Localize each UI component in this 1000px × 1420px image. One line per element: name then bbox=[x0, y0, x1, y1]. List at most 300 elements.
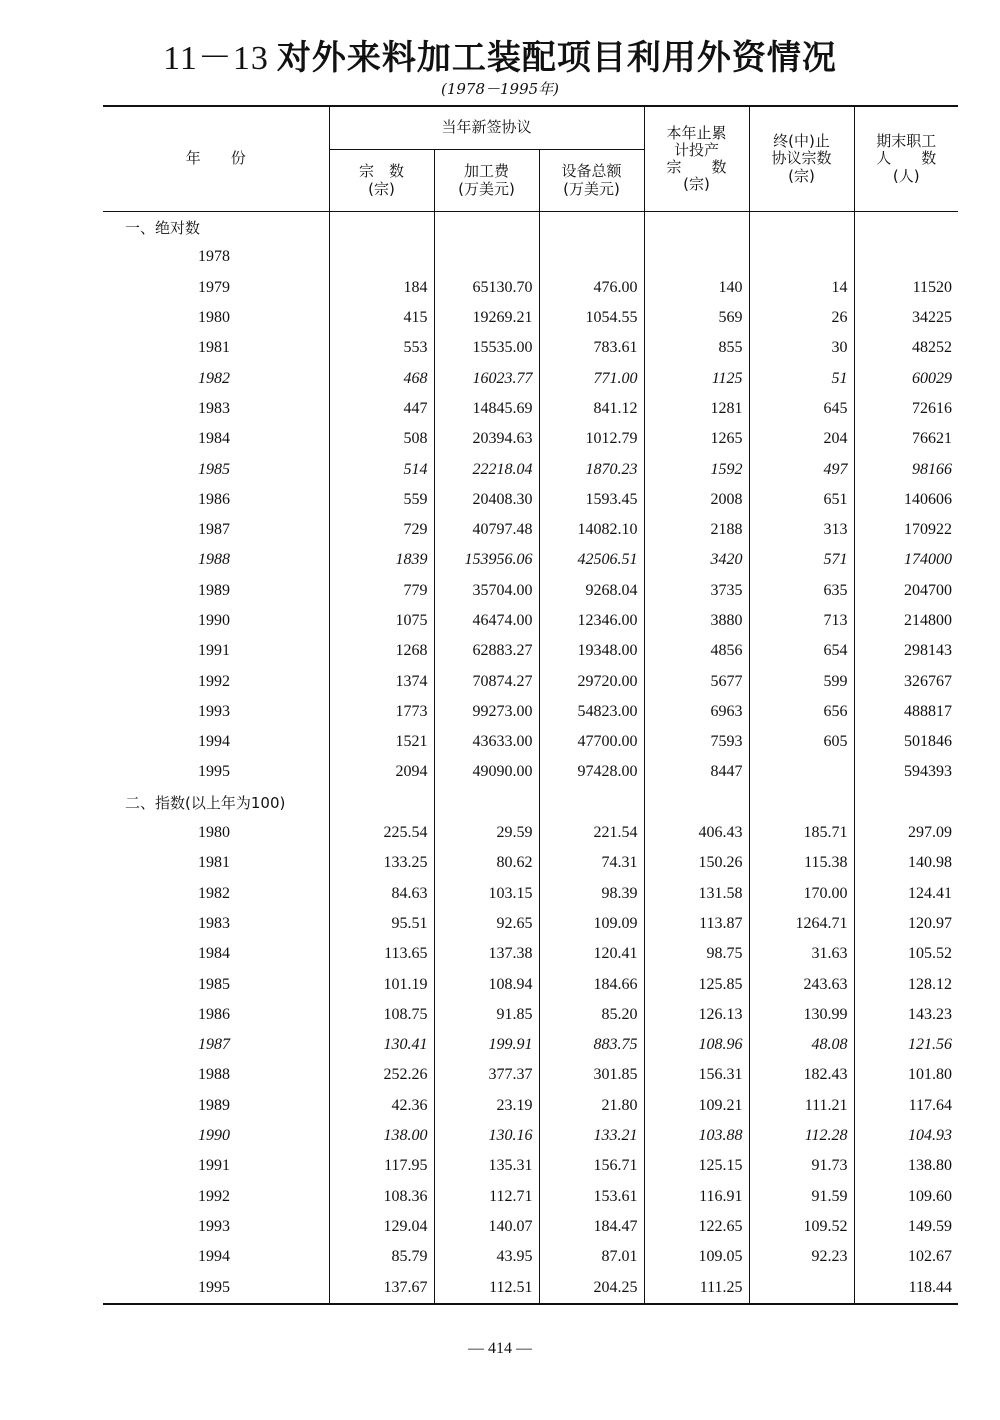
staff-cell: 76621 bbox=[854, 424, 958, 454]
equipment-total-cell: 156.71 bbox=[539, 1151, 644, 1181]
terminated-cell bbox=[749, 1272, 854, 1303]
year-cell: 1992 bbox=[198, 1187, 230, 1205]
processing-fee-cell: 16023.77 bbox=[434, 363, 539, 393]
table-row bbox=[103, 757, 958, 787]
contracts-cell: 1268 bbox=[329, 636, 434, 666]
processing-fee-cell: 92.65 bbox=[434, 909, 539, 939]
table-row bbox=[103, 727, 958, 757]
year-cell: 1984 bbox=[198, 430, 230, 448]
staff-cell: 170922 bbox=[854, 515, 958, 545]
contracts-cell: 415 bbox=[329, 303, 434, 333]
processing-fee-cell: 35704.00 bbox=[434, 576, 539, 606]
terminated-cell: 48.08 bbox=[749, 1030, 854, 1060]
cumulative-cell: 569 bbox=[644, 303, 749, 333]
table-row bbox=[103, 454, 958, 484]
contracts-cell: 133.25 bbox=[329, 848, 434, 878]
processing-fee-cell: 135.31 bbox=[434, 1151, 539, 1181]
processing-fee-cell: 137.38 bbox=[434, 939, 539, 969]
section-row bbox=[103, 212, 958, 243]
cumulative-cell: 111.25 bbox=[644, 1272, 749, 1303]
equipment-total-cell: 54823.00 bbox=[539, 697, 644, 727]
table-row bbox=[103, 242, 958, 272]
equipment-total-cell: 1054.55 bbox=[539, 303, 644, 333]
contracts-cell: 42.36 bbox=[329, 1091, 434, 1121]
processing-fee-cell: 99273.00 bbox=[434, 697, 539, 727]
terminated-cell: 109.52 bbox=[749, 1212, 854, 1242]
processing-fee-cell: 22218.04 bbox=[434, 454, 539, 484]
contracts-cell: 225.54 bbox=[329, 818, 434, 848]
cumulative-cell: 855 bbox=[644, 333, 749, 363]
table-row bbox=[103, 545, 958, 575]
table-row bbox=[103, 363, 958, 393]
cumulative-cell: 5677 bbox=[644, 666, 749, 696]
staff-cell: 117.64 bbox=[854, 1091, 958, 1121]
equipment-total-cell: 841.12 bbox=[539, 394, 644, 424]
processing-fee-cell: 19269.21 bbox=[434, 303, 539, 333]
processing-fee-cell: 70874.27 bbox=[434, 666, 539, 696]
terminated-cell: 26 bbox=[749, 303, 854, 333]
year-cell: 1993 bbox=[198, 1217, 230, 1235]
staff-cell: 138.80 bbox=[854, 1151, 958, 1181]
equipment-total-cell: 221.54 bbox=[539, 818, 644, 848]
table-row bbox=[103, 1121, 958, 1151]
contracts-cell: 729 bbox=[329, 515, 434, 545]
subtitle: (1978－1995年) bbox=[440, 80, 560, 98]
table-row bbox=[103, 1030, 958, 1060]
table-row bbox=[103, 697, 958, 727]
equipment-total-cell: 98.39 bbox=[539, 879, 644, 909]
terminated-cell: 599 bbox=[749, 666, 854, 696]
equipment-total-cell: 21.80 bbox=[539, 1091, 644, 1121]
empty-cell bbox=[749, 788, 854, 818]
contracts-cell: 252.26 bbox=[329, 1060, 434, 1090]
processing-fee-cell: 103.15 bbox=[434, 879, 539, 909]
terminated-cell: 31.63 bbox=[749, 939, 854, 969]
header-equipment-total: 设备总额 (万美元) bbox=[539, 150, 644, 212]
equipment-total-cell: 153.61 bbox=[539, 1182, 644, 1212]
cumulative-cell: 98.75 bbox=[644, 939, 749, 969]
terminated-cell: 14 bbox=[749, 273, 854, 303]
empty-cell bbox=[539, 212, 644, 243]
cumulative-cell: 122.65 bbox=[644, 1212, 749, 1242]
equipment-total-cell: 87.01 bbox=[539, 1242, 644, 1272]
staff-cell: 120.97 bbox=[854, 909, 958, 939]
contracts-cell: 113.65 bbox=[329, 939, 434, 969]
equipment-total-cell: 109.09 bbox=[539, 909, 644, 939]
processing-fee-cell: 140.07 bbox=[434, 1212, 539, 1242]
table-row bbox=[103, 303, 958, 333]
staff-cell: 11520 bbox=[854, 273, 958, 303]
staff-cell: 105.52 bbox=[854, 939, 958, 969]
processing-fee-cell: 43633.00 bbox=[434, 727, 539, 757]
terminated-cell: 130.99 bbox=[749, 1000, 854, 1030]
table-row bbox=[103, 1242, 958, 1272]
table-row bbox=[103, 818, 958, 848]
table-row bbox=[103, 1272, 958, 1303]
terminated-cell: 1264.71 bbox=[749, 909, 854, 939]
terminated-cell: 112.28 bbox=[749, 1121, 854, 1151]
processing-fee-cell: 65130.70 bbox=[434, 273, 539, 303]
processing-fee-cell: 80.62 bbox=[434, 848, 539, 878]
terminated-cell: 170.00 bbox=[749, 879, 854, 909]
table-number: 11－13 bbox=[163, 40, 269, 77]
contracts-cell: 85.79 bbox=[329, 1242, 434, 1272]
table-row bbox=[103, 606, 958, 636]
terminated-cell: 182.43 bbox=[749, 1060, 854, 1090]
staff-cell: 60029 bbox=[854, 363, 958, 393]
cumulative-cell: 109.21 bbox=[644, 1091, 749, 1121]
terminated-cell: 656 bbox=[749, 697, 854, 727]
year-cell: 1994 bbox=[198, 733, 230, 751]
year-cell: 1988 bbox=[198, 1066, 230, 1084]
terminated-cell bbox=[749, 242, 854, 272]
contracts-cell: 779 bbox=[329, 576, 434, 606]
cumulative-cell: 4856 bbox=[644, 636, 749, 666]
year-cell: 1989 bbox=[198, 581, 230, 599]
processing-fee-cell: 377.37 bbox=[434, 1060, 539, 1090]
year-cell: 1995 bbox=[103, 1272, 329, 1303]
table-row bbox=[103, 333, 958, 363]
equipment-total-cell: 12346.00 bbox=[539, 606, 644, 636]
contracts-cell: 130.41 bbox=[329, 1030, 434, 1060]
terminated-cell: 92.23 bbox=[749, 1242, 854, 1272]
equipment-total-cell: 783.61 bbox=[539, 333, 644, 363]
equipment-total-cell: 29720.00 bbox=[539, 666, 644, 696]
contracts-cell: 108.75 bbox=[329, 1000, 434, 1030]
staff-cell: 298143 bbox=[854, 636, 958, 666]
cumulative-cell: 126.13 bbox=[644, 1000, 749, 1030]
equipment-total-cell: 184.47 bbox=[539, 1212, 644, 1242]
year-cell: 1986 bbox=[198, 1005, 230, 1023]
equipment-total-cell: 74.31 bbox=[539, 848, 644, 878]
year-cell: 1986 bbox=[198, 490, 230, 508]
processing-fee-cell: 199.91 bbox=[434, 1030, 539, 1060]
processing-fee-cell: 29.59 bbox=[434, 818, 539, 848]
processing-fee-cell: 14845.69 bbox=[434, 394, 539, 424]
cumulative-cell: 150.26 bbox=[644, 848, 749, 878]
equipment-total-cell: 42506.51 bbox=[539, 545, 644, 575]
header-cumulative: 本年止累 计投产 宗 数 (宗) bbox=[644, 106, 749, 212]
processing-fee-cell: 62883.27 bbox=[434, 636, 539, 666]
staff-cell bbox=[854, 242, 958, 272]
cumulative-cell: 3880 bbox=[644, 606, 749, 636]
staff-cell: 48252 bbox=[854, 333, 958, 363]
staff-cell: 72616 bbox=[854, 394, 958, 424]
year-cell: 1983 bbox=[198, 399, 230, 417]
year-cell: 1990 bbox=[198, 1127, 230, 1145]
year-cell: 1985 bbox=[198, 460, 230, 478]
year-cell: 1982 bbox=[198, 884, 230, 902]
processing-fee-cell: 46474.00 bbox=[434, 606, 539, 636]
cumulative-cell: 108.96 bbox=[644, 1030, 749, 1060]
staff-cell: 326767 bbox=[854, 666, 958, 696]
processing-fee-cell bbox=[434, 242, 539, 272]
processing-fee-cell: 91.85 bbox=[434, 1000, 539, 1030]
table-row bbox=[103, 1000, 958, 1030]
table-row bbox=[103, 1060, 958, 1090]
contracts-cell: 559 bbox=[329, 485, 434, 515]
staff-cell: 34225 bbox=[854, 303, 958, 333]
equipment-total-cell bbox=[539, 242, 644, 272]
equipment-total-cell: 1593.45 bbox=[539, 485, 644, 515]
year-cell: 1984 bbox=[198, 945, 230, 963]
table-row bbox=[103, 485, 958, 515]
terminated-cell: 204 bbox=[749, 424, 854, 454]
contracts-cell: 514 bbox=[329, 454, 434, 484]
staff-cell: 594393 bbox=[854, 757, 958, 787]
staff-cell: 488817 bbox=[854, 697, 958, 727]
contracts-cell bbox=[329, 242, 434, 272]
cumulative-cell: 125.85 bbox=[644, 969, 749, 999]
year-cell: 1988 bbox=[198, 551, 230, 569]
contracts-cell: 468 bbox=[329, 363, 434, 393]
staff-cell: 121.56 bbox=[854, 1030, 958, 1060]
equipment-total-cell: 476.00 bbox=[539, 273, 644, 303]
processing-fee-cell: 108.94 bbox=[434, 969, 539, 999]
year-cell: 1981 bbox=[198, 339, 230, 357]
header-staff: 期末职工 人 数 (人) bbox=[854, 106, 958, 212]
terminated-cell: 713 bbox=[749, 606, 854, 636]
header-new-agreements: 当年新签协议 bbox=[329, 106, 644, 150]
cumulative-cell: 1265 bbox=[644, 424, 749, 454]
empty-cell bbox=[539, 788, 644, 818]
staff-cell: 174000 bbox=[854, 545, 958, 575]
year-cell: 1990 bbox=[198, 612, 230, 629]
year-cell: 1992 bbox=[198, 672, 230, 690]
contracts-cell: 138.00 bbox=[329, 1121, 434, 1151]
cumulative-cell: 406.43 bbox=[644, 818, 749, 848]
staff-cell: 118.44 bbox=[854, 1272, 958, 1303]
table-row bbox=[103, 666, 958, 696]
table-row bbox=[103, 1212, 958, 1242]
equipment-total-cell: 301.85 bbox=[539, 1060, 644, 1090]
table-row bbox=[103, 273, 958, 303]
section-row bbox=[103, 788, 958, 818]
year-cell: 1989 bbox=[198, 1096, 230, 1114]
equipment-total-cell: 1870.23 bbox=[539, 454, 644, 484]
year-cell: 1985 bbox=[198, 975, 230, 993]
terminated-cell: 605 bbox=[749, 727, 854, 757]
staff-cell: 204700 bbox=[854, 576, 958, 606]
terminated-cell: 51 bbox=[749, 363, 854, 393]
processing-fee-cell: 20394.63 bbox=[434, 424, 539, 454]
header-contracts: 宗 数 (宗) bbox=[329, 150, 434, 212]
table-row bbox=[103, 939, 958, 969]
contracts-cell: 1839 bbox=[329, 545, 434, 575]
table-row bbox=[103, 879, 958, 909]
staff-cell: 109.60 bbox=[854, 1182, 958, 1212]
terminated-cell: 115.38 bbox=[749, 848, 854, 878]
cumulative-cell: 8447 bbox=[644, 757, 749, 787]
staff-cell: 98166 bbox=[854, 454, 958, 484]
header-terminated: 终(中)止 协议宗数 (宗) bbox=[749, 106, 854, 212]
staff-cell: 104.93 bbox=[854, 1121, 958, 1151]
contracts-cell: 84.63 bbox=[329, 879, 434, 909]
empty-cell bbox=[644, 212, 749, 243]
terminated-cell: 497 bbox=[749, 454, 854, 484]
terminated-cell: 91.73 bbox=[749, 1151, 854, 1181]
equipment-total-cell: 120.41 bbox=[539, 939, 644, 969]
year-cell: 1991 bbox=[198, 1157, 230, 1175]
empty-cell bbox=[329, 212, 434, 243]
terminated-cell: 571 bbox=[749, 545, 854, 575]
staff-cell: 124.41 bbox=[854, 879, 958, 909]
cumulative-cell: 7593 bbox=[644, 727, 749, 757]
section-label: 一、绝对数 bbox=[125, 218, 201, 237]
year-cell: 1987 bbox=[198, 1036, 230, 1054]
processing-fee-cell: 112.71 bbox=[434, 1182, 539, 1212]
equipment-total-cell: 9268.04 bbox=[539, 576, 644, 606]
processing-fee-cell: 112.51 bbox=[434, 1272, 539, 1303]
terminated-cell bbox=[749, 757, 854, 787]
contracts-cell: 2094 bbox=[329, 757, 434, 787]
cumulative-cell: 116.91 bbox=[644, 1182, 749, 1212]
equipment-total-cell: 1012.79 bbox=[539, 424, 644, 454]
staff-cell: 143.23 bbox=[854, 1000, 958, 1030]
equipment-total-cell: 771.00 bbox=[539, 363, 644, 393]
cumulative-cell: 103.88 bbox=[644, 1121, 749, 1151]
cumulative-cell: 109.05 bbox=[644, 1242, 749, 1272]
terminated-cell: 185.71 bbox=[749, 818, 854, 848]
empty-cell bbox=[854, 788, 958, 818]
equipment-total-cell: 14082.10 bbox=[539, 515, 644, 545]
table-row bbox=[103, 1182, 958, 1212]
terminated-cell: 651 bbox=[749, 485, 854, 515]
year-cell: 1979 bbox=[198, 278, 230, 296]
year-cell: 1991 bbox=[198, 642, 230, 660]
processing-fee-cell: 49090.00 bbox=[434, 757, 539, 787]
cumulative-cell: 1125 bbox=[644, 363, 749, 393]
terminated-cell: 30 bbox=[749, 333, 854, 363]
contracts-cell: 108.36 bbox=[329, 1182, 434, 1212]
terminated-cell: 645 bbox=[749, 394, 854, 424]
equipment-total-cell: 133.21 bbox=[539, 1121, 644, 1151]
year-cell: 1981 bbox=[198, 854, 230, 872]
table-body bbox=[103, 212, 958, 1304]
table-row bbox=[103, 424, 958, 454]
page-title bbox=[0, 30, 1000, 79]
cumulative-cell bbox=[644, 242, 749, 272]
year-cell: 1994 bbox=[198, 1248, 230, 1266]
cumulative-cell: 1592 bbox=[644, 454, 749, 484]
equipment-total-cell: 204.25 bbox=[539, 1272, 644, 1303]
staff-cell: 214800 bbox=[854, 606, 958, 636]
table-row bbox=[103, 1091, 958, 1121]
cumulative-cell: 2008 bbox=[644, 485, 749, 515]
cumulative-cell: 125.15 bbox=[644, 1151, 749, 1181]
year-cell: 1982 bbox=[198, 369, 230, 387]
table-row bbox=[103, 576, 958, 606]
staff-cell: 297.09 bbox=[854, 818, 958, 848]
contracts-cell: 137.67 bbox=[329, 1272, 434, 1303]
cumulative-cell: 131.58 bbox=[644, 879, 749, 909]
contracts-cell: 1374 bbox=[329, 666, 434, 696]
table-row bbox=[103, 969, 958, 999]
data-table bbox=[103, 105, 958, 1305]
staff-cell: 102.67 bbox=[854, 1242, 958, 1272]
empty-cell bbox=[854, 212, 958, 243]
year-cell: 1978 bbox=[198, 248, 230, 266]
equipment-total-cell: 97428.00 bbox=[539, 757, 644, 787]
equipment-total-cell: 19348.00 bbox=[539, 636, 644, 666]
cumulative-cell: 3735 bbox=[644, 576, 749, 606]
contracts-cell: 1773 bbox=[329, 697, 434, 727]
processing-fee-cell: 153956.06 bbox=[434, 545, 539, 575]
empty-cell bbox=[434, 788, 539, 818]
empty-cell bbox=[329, 788, 434, 818]
contracts-cell: 117.95 bbox=[329, 1151, 434, 1181]
page-number: — 414 — bbox=[468, 1340, 532, 1357]
table-row bbox=[103, 909, 958, 939]
contracts-cell: 129.04 bbox=[329, 1212, 434, 1242]
staff-cell: 149.59 bbox=[854, 1212, 958, 1242]
empty-cell bbox=[644, 788, 749, 818]
terminated-cell: 635 bbox=[749, 576, 854, 606]
table-title-text: 对外来料加工装配项目利用外资情况 bbox=[276, 38, 837, 78]
cumulative-cell: 140 bbox=[644, 273, 749, 303]
year-cell: 1993 bbox=[198, 702, 230, 720]
year-cell: 1995 bbox=[198, 763, 230, 781]
cumulative-cell: 1281 bbox=[644, 394, 749, 424]
processing-fee-cell: 130.16 bbox=[434, 1121, 539, 1151]
cumulative-cell: 113.87 bbox=[644, 909, 749, 939]
year-cell: 1980 bbox=[198, 824, 230, 842]
terminated-cell: 243.63 bbox=[749, 969, 854, 999]
processing-fee-cell: 40797.48 bbox=[434, 515, 539, 545]
staff-cell: 501846 bbox=[854, 727, 958, 757]
contracts-cell: 1075 bbox=[329, 606, 434, 636]
cumulative-cell: 156.31 bbox=[644, 1060, 749, 1090]
terminated-cell: 111.21 bbox=[749, 1091, 854, 1121]
contracts-cell: 447 bbox=[329, 394, 434, 424]
processing-fee-cell: 43.95 bbox=[434, 1242, 539, 1272]
empty-cell bbox=[434, 212, 539, 243]
year-cell: 1987 bbox=[198, 521, 230, 539]
equipment-total-cell: 883.75 bbox=[539, 1030, 644, 1060]
table-row bbox=[103, 848, 958, 878]
contracts-cell: 1521 bbox=[329, 727, 434, 757]
staff-cell: 140606 bbox=[854, 485, 958, 515]
staff-cell: 101.80 bbox=[854, 1060, 958, 1090]
contracts-cell: 95.51 bbox=[329, 909, 434, 939]
cumulative-cell: 3420 bbox=[644, 545, 749, 575]
processing-fee-cell: 20408.30 bbox=[434, 485, 539, 515]
terminated-cell: 654 bbox=[749, 636, 854, 666]
contracts-cell: 184 bbox=[329, 273, 434, 303]
staff-cell: 128.12 bbox=[854, 969, 958, 999]
staff-cell: 140.98 bbox=[854, 848, 958, 878]
contracts-cell: 508 bbox=[329, 424, 434, 454]
equipment-total-cell: 85.20 bbox=[539, 1000, 644, 1030]
header-year: 年 份 bbox=[185, 149, 246, 168]
equipment-total-cell: 184.66 bbox=[539, 969, 644, 999]
contracts-cell: 553 bbox=[329, 333, 434, 363]
header-processing-fee: 加工费 (万美元) bbox=[434, 150, 539, 212]
table-row bbox=[103, 1151, 958, 1181]
empty-cell bbox=[749, 212, 854, 243]
processing-fee-cell: 23.19 bbox=[434, 1091, 539, 1121]
table-row bbox=[103, 515, 958, 545]
year-cell: 1983 bbox=[198, 914, 230, 932]
equipment-total-cell: 47700.00 bbox=[539, 727, 644, 757]
contracts-cell: 101.19 bbox=[329, 969, 434, 999]
table-row bbox=[103, 636, 958, 666]
table-row bbox=[103, 394, 958, 424]
section-label: 二、指数(以上年为100) bbox=[125, 794, 286, 813]
cumulative-cell: 6963 bbox=[644, 697, 749, 727]
terminated-cell: 313 bbox=[749, 515, 854, 545]
terminated-cell: 91.59 bbox=[749, 1182, 854, 1212]
